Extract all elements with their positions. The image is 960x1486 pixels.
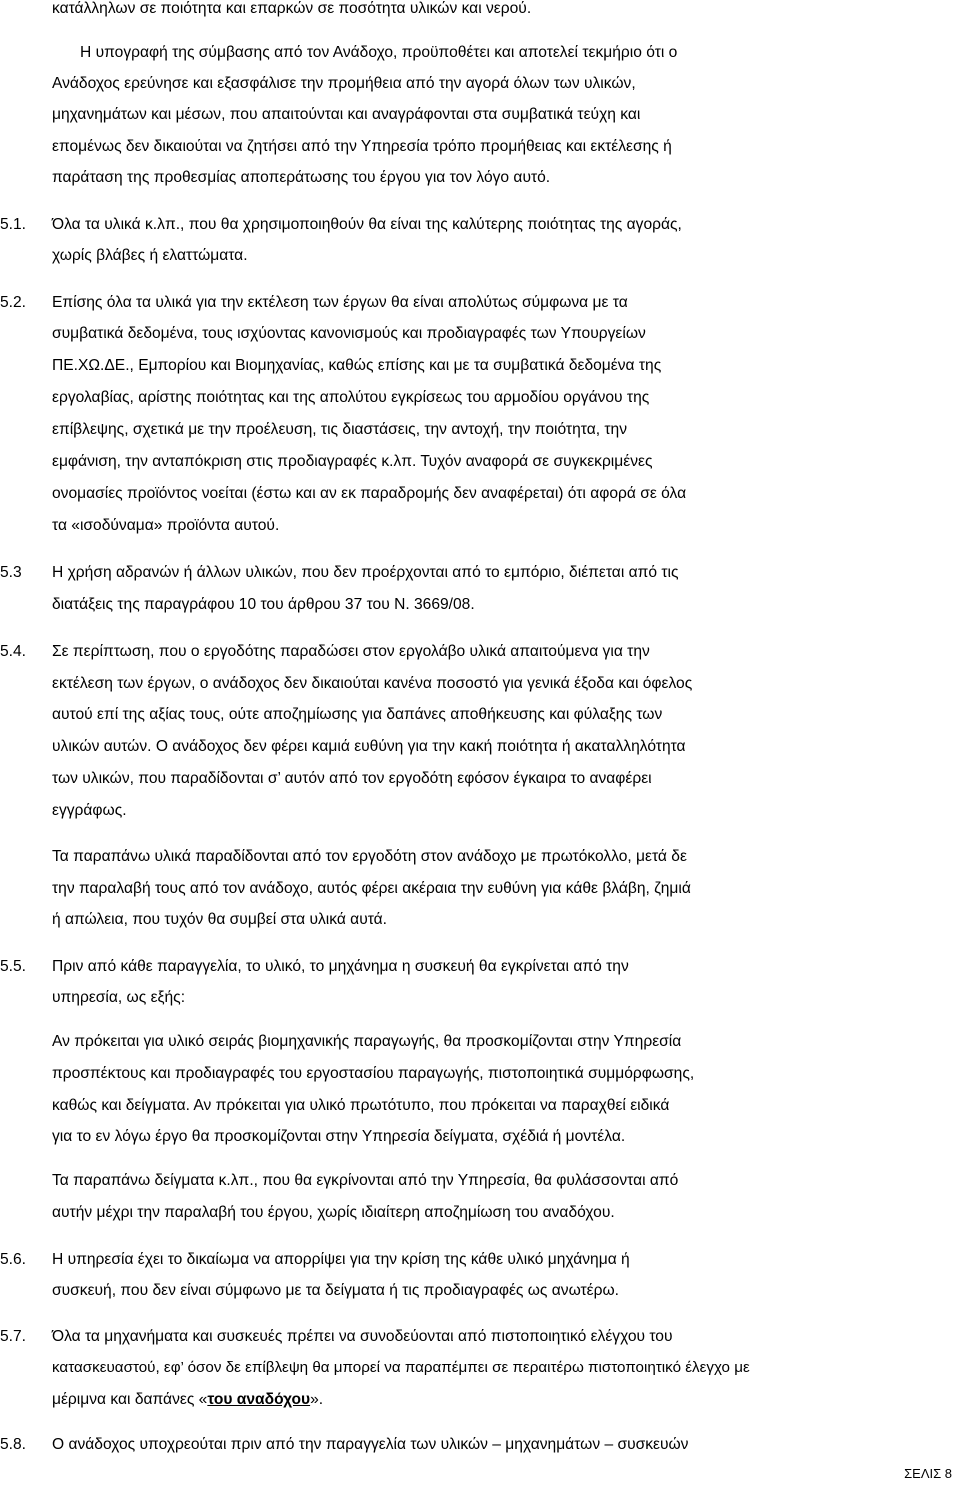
section-number: 5.2. xyxy=(0,294,27,311)
section-line: Σε περίπτωση, που ο εργοδότης παραδώσει στον εργολάβο υλικά απαιτούμενα για την xyxy=(52,643,650,660)
paragraph-line: Η υπογραφή της σύμβασης από τον Ανάδοχο, προϋποθέτει και αποτελεί τεκμήριο ότι ο xyxy=(80,44,678,61)
section-line: Ο ανάδοχος υποχρεούται πριν από την παραγγελία των υλικών – μηχανημάτων – συσκευών xyxy=(52,1436,689,1453)
section-line: κατασκευαστού, εφ’ όσον δε επίβλεψη θα μπορεί να παραπέμπει σε περαιτέρω πιστοποιητικό έλεγχο με xyxy=(52,1359,750,1376)
section-line: Τα παραπάνω υλικά παραδίδονται από τον εργοδότη στον ανάδοχο με πρωτόκολλο, μετά δε xyxy=(52,848,687,865)
section-line: υπηρεσία, ως εξής: xyxy=(52,989,186,1006)
section-line: καθώς και δείγματα. Αν πρόκειται για υλικό πρωτότυπο, που πρόκειται να παραχθεί ειδικά xyxy=(52,1097,670,1114)
section-text: μέριμνα και δαπάνες « xyxy=(52,1391,208,1408)
section-line: ονομασίες προϊόντος νοείται (έστω και αν εκ παραδρομής δεν αναφέρεται) ότι αφορά σε όλα xyxy=(52,485,687,502)
section-line: Όλα τα μηχανήματα και συσκευές πρέπει να συνοδεύονται από πιστοποιητικό ελέγχου του xyxy=(52,1328,673,1345)
section-line: τα «ισοδύναμα» προϊόντα αυτού. xyxy=(52,517,280,534)
section-line: Επίσης όλα τα υλικά για την εκτέλεση των έργων θα είναι απολύτως σύμφωνα με τα xyxy=(52,294,628,311)
section-line: Τα παραπάνω δείγματα κ.λπ., που θα εγκρίνονται από την Υπηρεσία, θα φυλάσσονται από xyxy=(52,1172,679,1189)
section-line: προσπέκτους και προδιαγραφές του εργοστασίου παραγωγής, πιστοποιητικά συμμόρφωσης, xyxy=(52,1065,695,1082)
contractor-emphasis: του αναδόχου xyxy=(207,1391,311,1408)
section-line: Πριν από κάθε παραγγελία, το υλικό, το μηχάνημα η συσκευή θα εγκρίνεται από την xyxy=(52,958,629,975)
section-line: Αν πρόκειται για υλικό σειράς βιομηχανικής παραγωγής, θα προσκομίζονται στην Υπηρεσία xyxy=(52,1033,682,1050)
section-line: επίβλεψης, σχετικά με την προέλευση, τις διαστάσεις, την αντοχή, την ποιότητα, την xyxy=(52,421,628,438)
section-line: Η χρήση αδρανών ή άλλων υλικών, που δεν προέρχονται από το εμπόριο, διέπεται από τις xyxy=(52,564,679,581)
section-number: 5.5. xyxy=(0,958,27,975)
section-text: ». xyxy=(310,1391,324,1408)
section-number: 5.6. xyxy=(0,1251,27,1268)
paragraph-line: μηχανημάτων και μέσων, που απαιτούνται και αναγράφονται στα συμβατικά τεύχη και xyxy=(52,106,641,123)
section-line: εργολαβίας, αρίστης ποιότητας και της απολύτου εγκρίσεως του αρμοδίου οργάνου της xyxy=(52,389,650,406)
section-number: 5.4. xyxy=(0,643,27,660)
section-number: 5.7. xyxy=(0,1328,27,1345)
page-number: ΣΕΛΙΣ 8 xyxy=(904,1466,952,1481)
section-line: ή απώλεια, που τυχόν θα συμβεί στα υλικά αυτά. xyxy=(52,911,388,928)
section-line: ΠΕ.ΧΩ.ΔΕ., Εμπορίου και Βιομηχανίας, καθώς επίσης και με τα συμβατικά δεδομένα της xyxy=(52,357,662,374)
section-line: των υλικών, που παραδίδονται σ’ αυτόν από τον εργοδότη εφόσον έγκαιρα το αναφέρει xyxy=(52,770,652,787)
section-line: υλικών αυτών. Ο ανάδοχος δεν φέρει καμιά ευθύνη για την κακή ποιότητα ή ακαταλληλότητα xyxy=(52,738,686,755)
section-number: 5.8. xyxy=(0,1436,27,1453)
section-line: την παραλαβή τους από τον ανάδοχο, αυτός φέρει ακέραια την ευθύνη για κάθε βλάβη, ζημιά xyxy=(52,880,691,897)
section-line: Η υπηρεσία έχει το δικαίωμα να απορρίψει για την κρίση της κάθε υλικό μηχάνημα ή xyxy=(52,1251,630,1268)
section-line: συσκευή, που δεν είναι σύμφωνο με τα δείγματα ή τις προδιαγραφές ως ανωτέρω. xyxy=(52,1282,620,1299)
section-line: εμφάνιση, την ανταπόκριση στις προδιαγραφές κ.λπ. Τυχόν αναφορά σε συγκεκριμένες xyxy=(52,453,653,470)
intro-line: κατάλληλων σε ποιότητα και επαρκών σε ποσότητα υλικών και νερού. xyxy=(52,0,532,17)
section-line xyxy=(52,1391,323,1409)
section-line: αυτήν μέχρι την παραλαβή του έργου, χωρίς ιδιαίτερη αποζημίωση του αναδόχου. xyxy=(52,1204,615,1221)
section-line: εκτέλεση των έργων, ο ανάδοχος δεν δικαιούται κανένα ποσοστό για γενικά έξοδα και όφελος xyxy=(52,675,693,692)
section-line: συμβατικά δεδομένα, τους ισχύοντας κανονισμούς και προδιαγραφές των Υπουργείων xyxy=(52,325,646,342)
section-line: αυτού επί της αξίας τους, ούτε αποζημίωσης για δαπάνες αποθήκευσης και φύλαξης των xyxy=(52,706,663,723)
section-number: 5.3 xyxy=(0,564,22,581)
paragraph-line: παράταση της προθεσμίας αποπεράτωσης του έργου για τον λόγο αυτό. xyxy=(52,169,551,186)
section-line: για το εν λόγω έργο θα προσκομίζονται στην Υπηρεσία δείγματα, σχέδιά ή μοντέλα. xyxy=(52,1128,626,1145)
section-line: εγγράφως. xyxy=(52,802,127,819)
section-line: Όλα τα υλικά κ.λπ., που θα χρησιμοποιηθούν θα είναι της καλύτερης ποιότητας της αγοράς, xyxy=(52,216,682,233)
section-number: 5.1. xyxy=(0,216,27,233)
paragraph-line: Ανάδοχος ερεύνησε και εξασφάλισε την προμήθεια από την αγορά όλων των υλικών, xyxy=(52,75,636,92)
section-line: χωρίς βλάβες ή ελαττώματα. xyxy=(52,247,248,264)
section-line: διατάξεις της παραγράφου 10 του άρθρου 37 του Ν. 3669/08. xyxy=(52,596,475,613)
paragraph-line: επομένως δεν δικαιούται να ζητήσει από την Υπηρεσία τρόπο προμήθειας και εκτέλεσης ή xyxy=(52,138,672,155)
